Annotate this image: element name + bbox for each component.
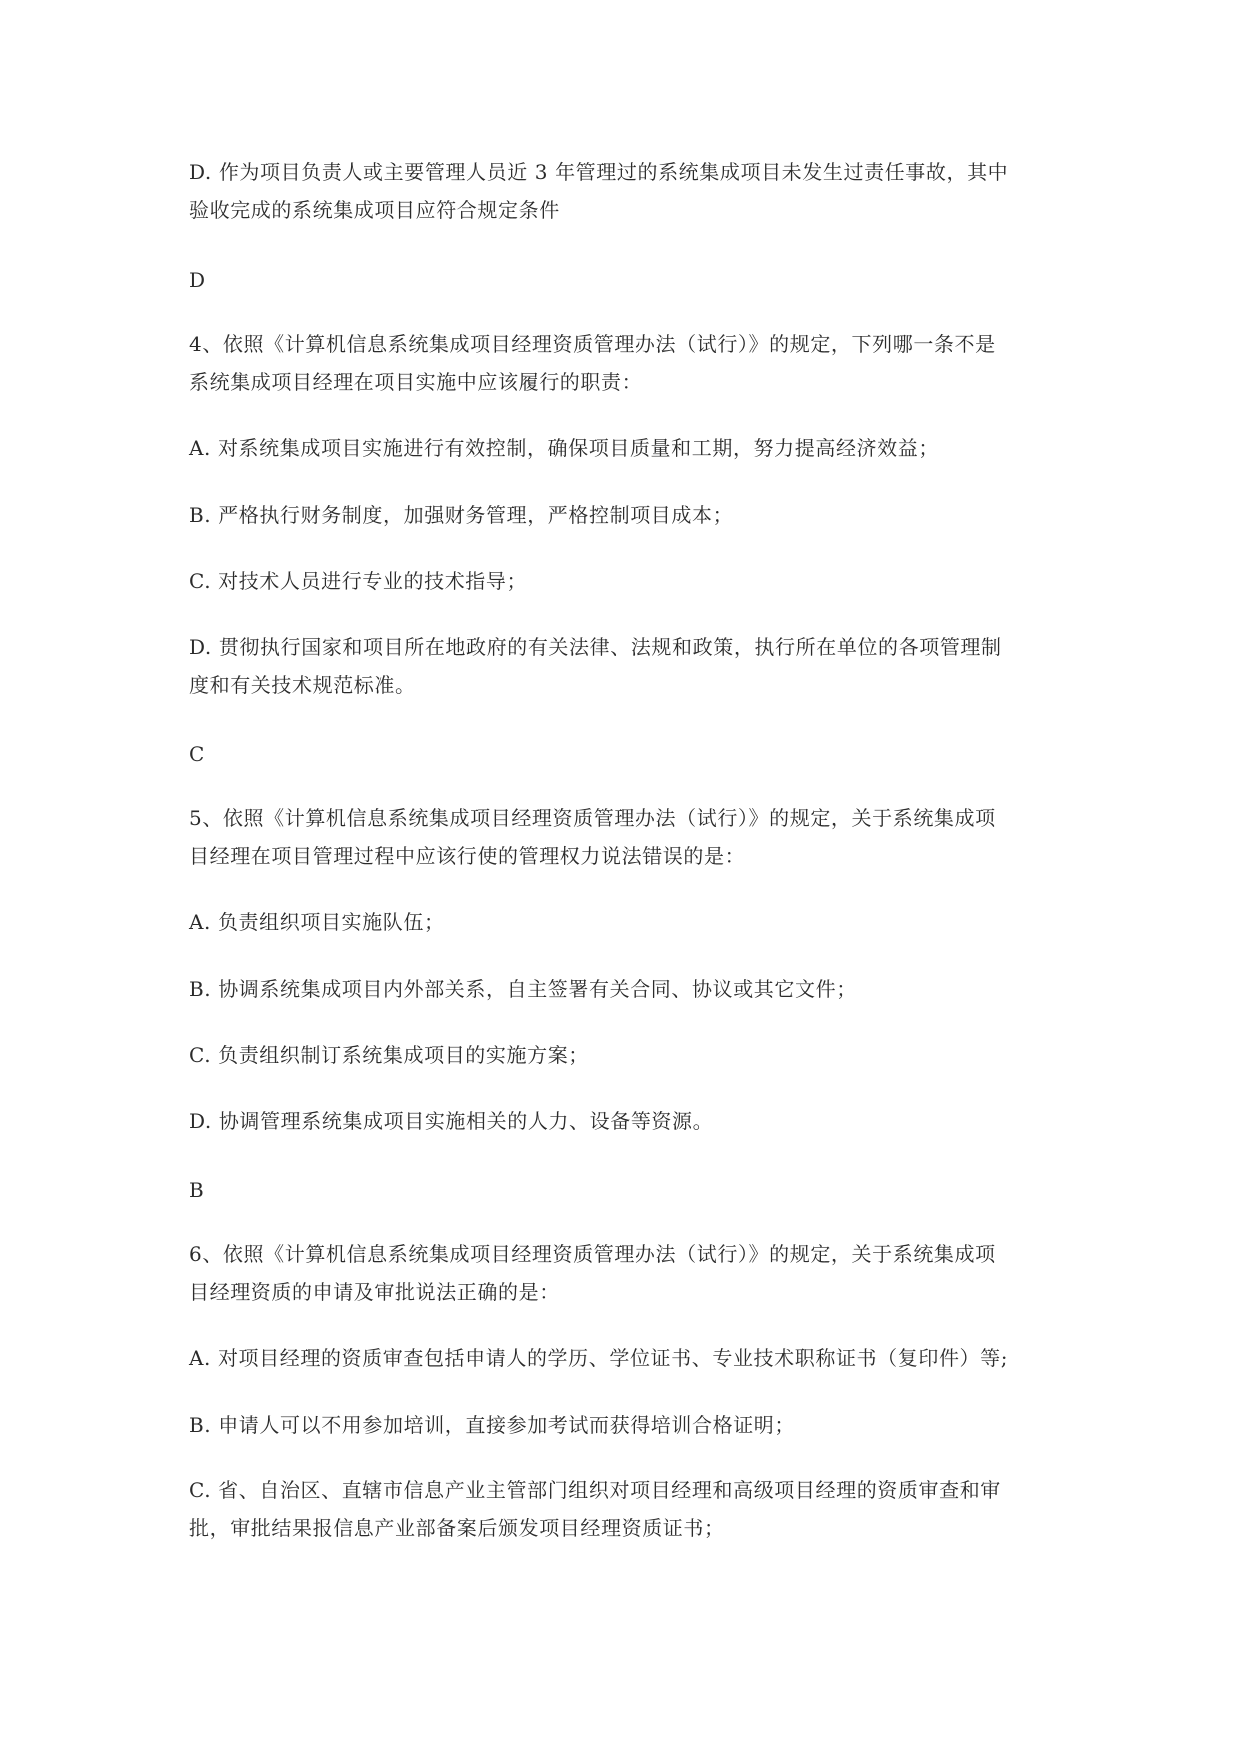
q4-option-b: B. 严格执行财务制度，加强财务管理，严格控制项目成本； (189, 503, 734, 527)
q4-answer: C (189, 742, 205, 766)
q5-option-b: B. 协调系统集成项目内外部关系，自主签署有关合同、协议或其它文件； (189, 977, 857, 1001)
q6-stem-line1: 6、依照《计算机信息系统集成项目经理资质管理办法（试行）》的规定，关于系统集成项 (189, 1242, 996, 1266)
q6-option-c-line1: C. 省、自治区、直辖市信息产业主管部门组织对项目经理和高级项目经理的资质审查和审 (189, 1478, 1001, 1502)
q4-stem-line1: 4、依照《计算机信息系统集成项目经理资质管理办法（试行）》的规定，下列哪一条不是 (189, 332, 996, 356)
q4-stem-line2: 系统集成项目经理在项目实施中应该履行的职责： (189, 370, 643, 394)
q5-option-c: C. 负责组织制订系统集成项目的实施方案； (189, 1043, 589, 1067)
q4-option-c: C. 对技术人员进行专业的技术指导； (189, 569, 528, 593)
q4-option-d-line2: 度和有关技术规范标准。 (189, 673, 416, 697)
q4-option-d-line1: D. 贯彻执行国家和项目所在地政府的有关法律、法规和政策，执行所在单位的各项管理制 (189, 635, 1002, 659)
q5-answer: B (189, 1178, 205, 1202)
q3-answer: D (189, 268, 206, 292)
q5-stem-line2: 目经理在项目管理过程中应该行使的管理权力说法错误的是： (189, 844, 746, 868)
q5-stem-line1: 5、依照《计算机信息系统集成项目经理资质管理办法（试行）》的规定，关于系统集成项 (189, 806, 996, 830)
q6-option-b: B. 申请人可以不用参加培训，直接参加考试而获得培训合格证明； (189, 1413, 796, 1437)
q6-stem-line2: 目经理资质的申请及审批说法正确的是： (189, 1280, 560, 1304)
q6-option-c-line2: 批，审批结果报信息产业部备案后颁发项目经理资质证书； (189, 1516, 725, 1540)
q5-option-a: A. 负责组织项目实施队伍； (189, 910, 445, 934)
q3-option-d-line1: D. 作为项目负责人或主要管理人员近 3 年管理过的系统集成项目未发生过责任事故，其中 (189, 160, 1009, 184)
q3-option-d-line2: 验收完成的系统集成项目应符合规定条件 (189, 198, 560, 222)
q6-option-a: A. 对项目经理的资质审查包括申请人的学历、学位证书、专业技术职称证书（复印件）等; (189, 1346, 1009, 1370)
q5-option-d: D. 协调管理系统集成项目实施相关的人力、设备等资源。 (189, 1109, 714, 1133)
q4-option-a: A. 对系统集成项目实施进行有效控制，确保项目质量和工期，努力提高经济效益； (189, 436, 939, 460)
